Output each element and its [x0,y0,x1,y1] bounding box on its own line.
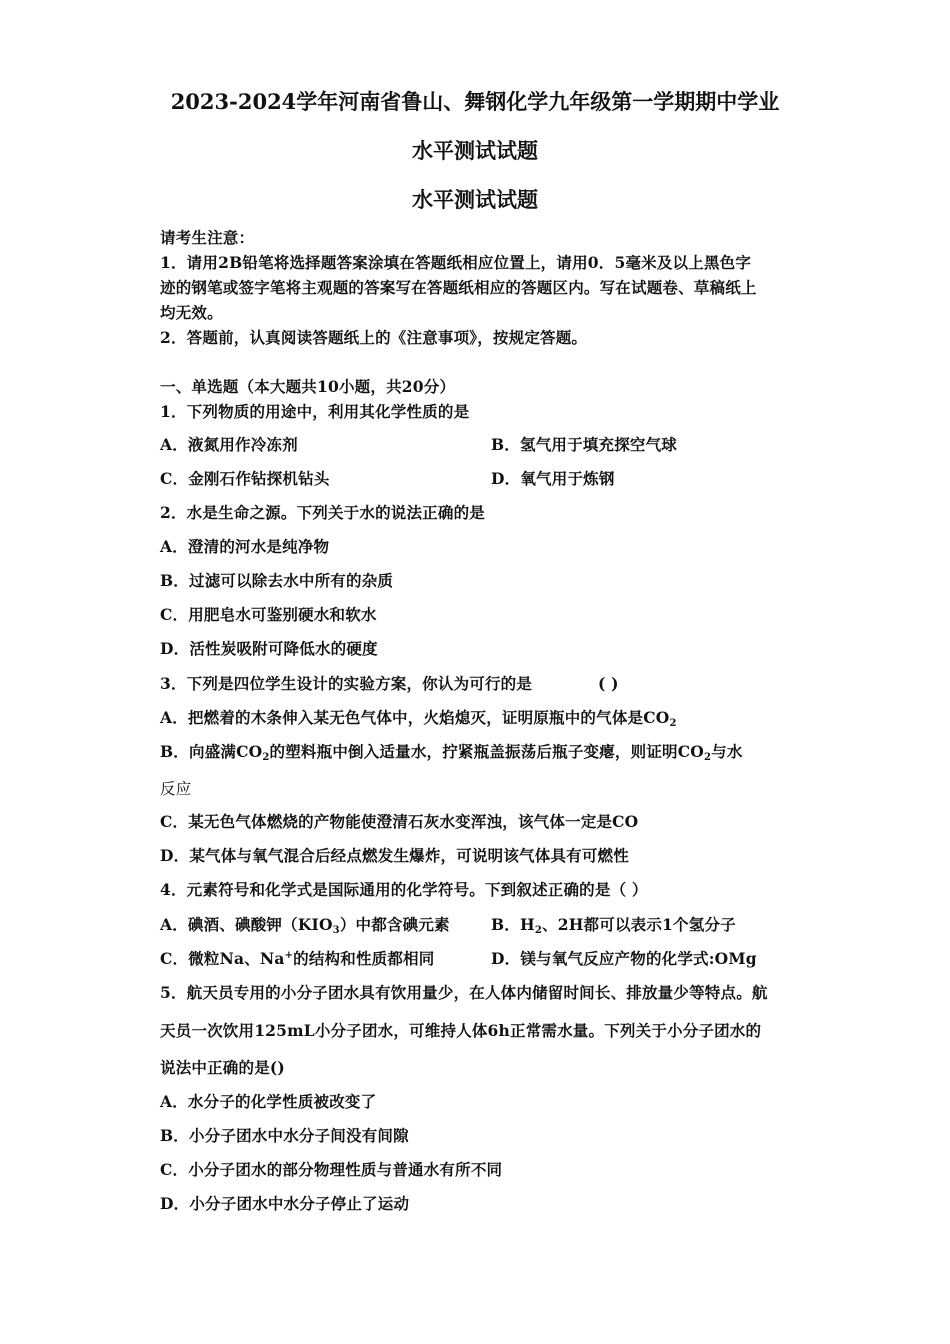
q5-stem-line3: 说法中正确的是() [160,1058,285,1077]
q2-option-c: C．用肥皂水可鉴别硬水和软水 [160,605,377,624]
exam-title-line3: 水平测试试题 [412,187,538,212]
q1-option-b: B．氢气用于填充探空气球 [491,435,678,454]
q5-option-c: C．小分子团水的部分物理性质与普通水有所不同 [160,1160,503,1179]
q2-stem: 2．水是生命之源。下列关于水的说法正确的是 [160,503,485,522]
q2-option-a: A．澄清的河水是纯净物 [160,537,330,556]
section-heading: 一、单选题（本大题共10小题，共20分） [160,377,456,396]
q3-option-d: D．某气体与氧气混合后经点燃发生爆炸，可说明该气体具有可燃性 [160,846,629,865]
q5-option-a: A．水分子的化学性质被改变了 [160,1092,377,1111]
q3-option-b-continued: 反应 [160,780,192,798]
exam-title-line2: 水平测试试题 [412,138,538,163]
q4-option-b: B．$H_2$、2H都可以表示1个氢分子 [491,915,736,936]
q3-option-a: A．把燃着的木条伸入某无色气体中，火焰熄灭，证明原瓶中的气体是$CO_2$ [160,708,677,729]
q4-option-d: D．镁与氧气反应产物的化学式:OMg [491,949,757,968]
q3-option-c: C．某无色气体燃烧的产物能使澄清石灰水变浑浊，该气体一定是CO [160,812,639,831]
q2-option-b: B．过滤可以除去水中所有的杂质 [160,571,394,590]
q1-option-c: C．金刚石作钻探机钻头 [160,469,330,488]
q3-answer-paren: ( ) [598,674,619,693]
notice-item1-line2: 迹的钢笔或签字笔将主观题的答案写在答题纸相应的答题区内。写在试题卷、草稿纸上 [160,278,757,297]
q1-option-a: A．液氮用作冷冻剂 [160,435,298,454]
q5-option-d: D．小分子团水中水分子停止了运动 [160,1194,410,1213]
q1-option-d: D．氧气用于炼钢 [491,469,615,488]
q4-stem: 4．元素符号和化学式是国际通用的化学符号。下到叙述正确的是（ ） [160,880,648,899]
notice-item2: 2．答题前，认真阅读答题纸上的《注意事项》，按规定答题。 [160,328,588,347]
q1-stem: 1．下列物质的用途中，利用其化学性质的是 [160,402,470,421]
q2-option-d: D．活性炭吸附可降低水的硬度 [160,639,378,658]
q5-stem-line1: 5．航天员专用的小分子团水具有饮用量少，在人体内储留时间长、排放量少等特点。航 [160,983,768,1002]
q3-stem: 3．下列是四位学生设计的实验方案，你认为可行的是 [160,674,533,693]
q4-option-a: A．碘酒、碘酸钾$(KIO_3)$中都含碘元素 [160,915,450,936]
notice-heading: 请考生注意： [160,228,255,247]
q3-option-b: B．向盛满$CO_2$的塑料瓶中倒入适量水，拧紧瓶盖振荡后瓶子变瘪，则证明$CO_2$与水 [160,742,743,763]
exam-title-line1: 2023-2024学年河南省鲁山、舞钢化学九年级第一学期期中学业 [170,89,780,114]
q5-option-b: B．小分子团水中水分子间没有间隙 [160,1126,409,1145]
notice-item1-line1: 1．请用2B铅笔将选择题答案涂填在答题纸相应位置上，请用0．5毫米及以上黑色字 [160,253,752,272]
q4-option-c: C．微粒Na、Na+的结构和性质都相同 [160,949,435,968]
notice-item1-line3: 均无效。 [160,303,223,322]
q5-stem-line2: 天员一次饮用125mL小分子团水，可维持人体6h正常需水量。下列关于小分子团水的 [160,1021,762,1040]
